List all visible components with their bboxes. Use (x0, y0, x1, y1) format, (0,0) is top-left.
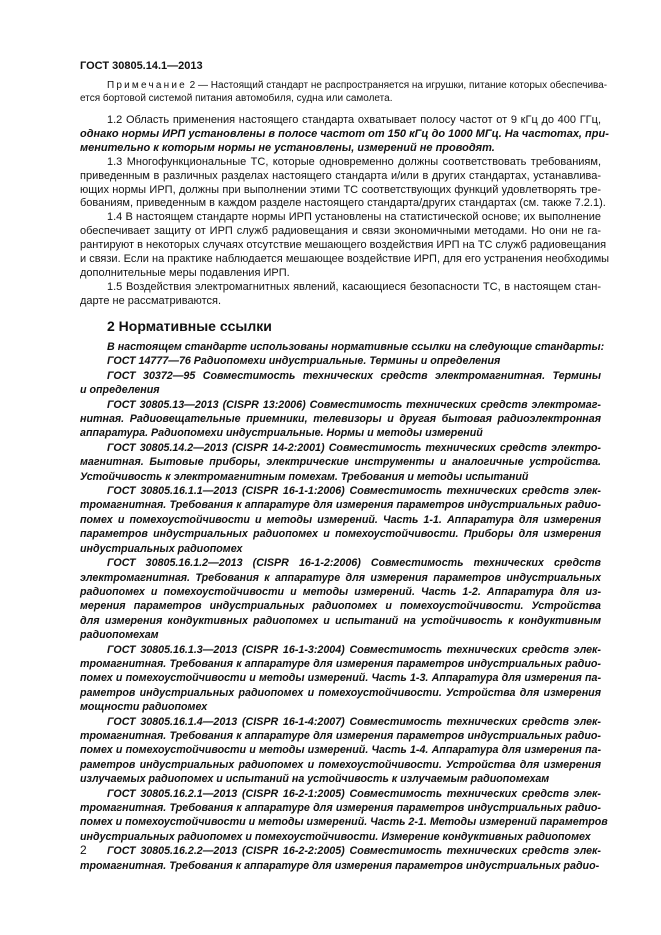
reference-line: ГОСТ 30805.13—2013 (CISPR 13:2006) Совместимость технических средств электромаг- (107, 398, 601, 411)
reference-line: индустриальных радиопомех и помехоустойчивости. Измерение кондуктивных радиопомех (80, 830, 591, 843)
reference-line: Устойчивость к электромагнитным помехам. Требования и методы испытаний (80, 470, 529, 483)
reference-line: индустриальных радиопомех (80, 542, 243, 555)
reference-line: тромагнитная. Требования к аппаратуре для измерения параметров индустриальных радио- (80, 499, 601, 512)
note-text: 2 — Настоящий стандарт не распространяется на игрушки, питание которых обеспечива- (186, 80, 608, 91)
paragraph-line: 1.2 Область применения настоящего стандарта охватывает полосу частот от 9 кГц до 400 ГГц, (107, 114, 601, 126)
section-1-body (80, 114, 610, 309)
reference-line: аппаратура. Радиопомехи индустриальные. Нормы и методы измерений (80, 427, 483, 440)
reference-line: радиопомех и помехоустойчивости и методы измерений. Часть 1-2. Аппаратура для из- (80, 585, 601, 598)
paragraph-line: однако нормы ИРП установлены в полосе частот от 150 кГц до 1000 МГц. На частотах, при- (80, 127, 609, 140)
paragraph-line: обеспечивает защиту от ИРП служб радиовещания и связи экономичными методами. Но они не га- (80, 225, 601, 238)
paragraph-line: бованиям, приведенным в каждом разделе настоящего стандарта/других стандартах (см. также 7.2.1). (80, 197, 606, 210)
paragraph-line: менительно к которым нормы не установлены, измерений не проводят. (80, 141, 495, 154)
reference-line: ГОСТ 30805.14.2—2013 (CISPR 14-2:2001) Совместимость технических средств электро- (107, 441, 601, 454)
reference-line: тромагнитная. Требования к аппаратуре для измерения параметров индустриальных радио- (80, 859, 600, 872)
reference-line: для измерения кондуктивных радиопомех и испытаний на устойчивость к кондуктивным (80, 614, 601, 627)
reference-line: нитная. Радиовещательные приемники, телевизоры и другая бытовая радиоэлектронная (80, 413, 601, 426)
reference-line: тромагнитная. Требования к аппаратуре для измерения параметров индустриальных радио- (80, 729, 601, 742)
note-paragraph (80, 79, 608, 105)
paragraph-line: рантируют в некоторых случаях отсутствие мешающего воздействия ИРП на ТС служб радиовещания (80, 239, 607, 252)
paragraph-line: ющих нормы ИРП, должны при выполнении этими ТС соответствующих функций удовлетворять тре- (80, 183, 601, 196)
reference-line: радиопомехам (80, 629, 159, 642)
reference-line: раметров индустриальных радиопомех и помехоустойчивости. Устройства для измерения (80, 686, 601, 699)
reference-line: мощности радиопомех (80, 701, 208, 714)
reference-line: ГОСТ 30805.16.1.2—2013 (CISPR 16-1-2:2006) Совместимость технических средств (107, 557, 601, 570)
page-number: 2 (80, 843, 87, 857)
reference-line: электромагнитная. Требования к аппаратуре для измерения параметров индустриальных (80, 571, 601, 584)
paragraph-line: дарте не рассматриваются. (80, 294, 221, 307)
document-header: ГОСТ 30805.14.1—2013 (80, 60, 203, 72)
reference-line: ГОСТ 30805.16.2.1—2013 (CISPR 16-2-1:2005) Совместимость технических средств элек- (107, 787, 601, 800)
note-line (80, 79, 608, 92)
reference-line: ГОСТ 14777—76 Радиопомехи индустриальные. Термины и определения (107, 355, 501, 368)
paragraph-line: приведенным в различных разделах настоящего стандарта и/или в других стандартах, устанавлива- (80, 169, 601, 182)
reference-line: помех и помехоустойчивости и методы измерений. Часть 1-1. Аппаратура для измерения (80, 513, 601, 526)
reference-line: мерения параметров индустриальных радиопомех и помехоустойчивости. Устройства (80, 600, 601, 613)
reference-line: ГОСТ 30805.16.1.3—2013 (CISPR 16-1-3:2004) Совместимость технических средств элек- (107, 643, 601, 656)
reference-line: магнитная. Бытовые приборы, электрические инструменты и аналогичные устройства. (80, 456, 601, 469)
paragraph-line: 1.3 Многофункциональные ТС, которые одновременно должны соответствовать требованиям, (107, 155, 601, 168)
reference-line: тромагнитная. Требования к аппаратуре для измерения параметров индустриальных радио- (80, 657, 601, 670)
reference-line: раметров индустриальных радиопомех и помехоустойчивости. Устройства для измерения (80, 758, 601, 771)
paragraph-line: дополнительные меры подавления ИРП. (80, 266, 290, 279)
reference-line: параметров индустриальных радиопомех и помехоустойчивости. Приборы для измерения (80, 528, 601, 541)
note-line: ется бортовой системой питания автомобиля, судна или самолета. (80, 93, 393, 104)
references-list (80, 340, 608, 873)
note-label: Примечание (107, 80, 187, 91)
references-intro-line: В настоящем стандарте использованы нормативные ссылки на следующие стандарты: (107, 341, 605, 353)
reference-line: помех и помехоустойчивости и методы измерений. Часть 2-1. Методы измерений параметров (80, 816, 608, 829)
paragraph-line: 1.5 Воздействия электромагнитных явлений, касающиеся безопасности ТС, в настоящем стан- (107, 280, 601, 293)
paragraph-line: и связи. Если на практике наблюдается мешающее воздействие ИРП, для его устранения необходимы (80, 253, 610, 266)
reference-line: излучаемых радиопомех и испытаний на устойчивость к излучаемым радиопомехам (80, 773, 550, 786)
reference-line: ГОСТ 30805.16.1.1—2013 (CISPR 16-1-1:2006) Совместимость технических средств элек- (107, 485, 601, 498)
reference-line: ГОСТ 30805.16.2.2—2013 (CISPR 16-2-2:2005) Совместимость технических средств элек- (107, 845, 601, 858)
reference-line: и определения (80, 384, 160, 397)
reference-line: тромагнитная. Требования к аппаратуре для измерения параметров индустриальных радио- (80, 802, 601, 814)
reference-line: помех и помехоустойчивости и методы измерений. Часть 1-3. Аппаратура для измерения па- (80, 672, 601, 685)
paragraph-line: 1.4 В настоящем стандарте нормы ИРП установлены на статистической основе; их выполнение (107, 211, 601, 224)
reference-line: ГОСТ 30372—95 Совместимость технических средств электромагнитная. Термины (107, 369, 601, 382)
reference-line: помех и помехоустойчивости и методы измерений. Часть 1-4. Аппаратура для измерения па- (80, 744, 601, 757)
reference-line: ГОСТ 30805.16.1.4—2013 (CISPR 16-1-4:2007) Совместимость технических средств элек- (107, 715, 601, 728)
section-2-heading: 2 Нормативные ссылки (107, 318, 272, 334)
